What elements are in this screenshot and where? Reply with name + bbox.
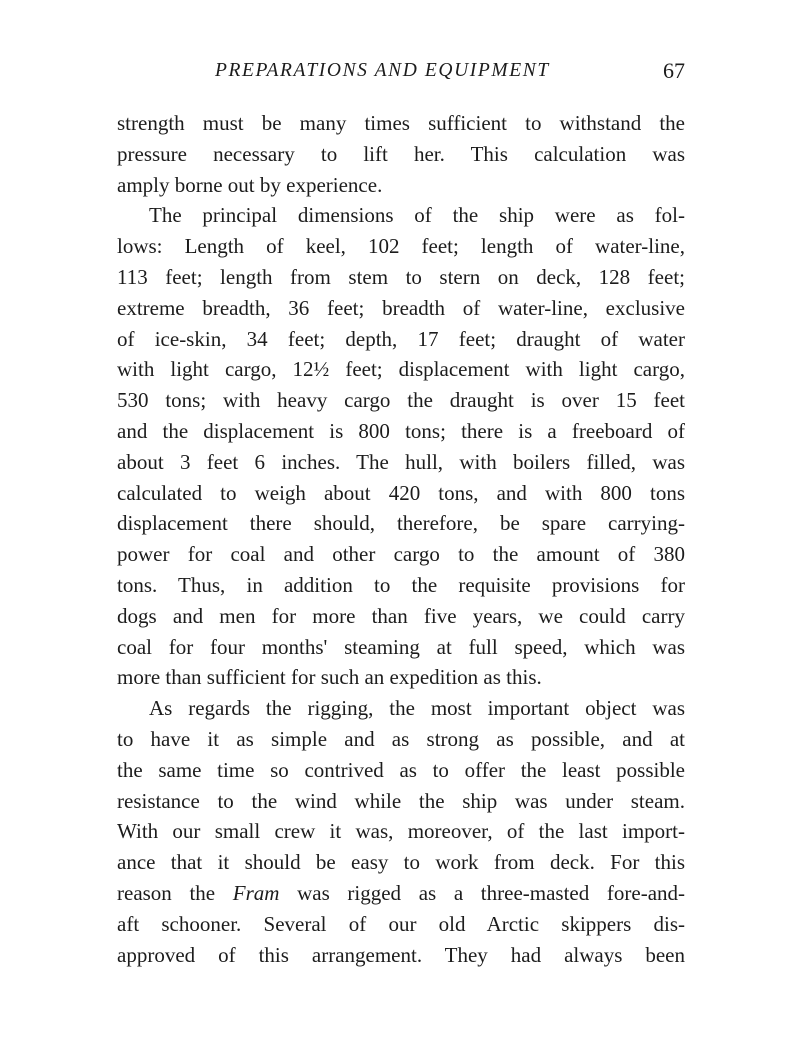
- text-line: tons. Thus, in addition to the requisite provisions for: [117, 572, 685, 597]
- text-fragment: reason the: [117, 880, 216, 905]
- text-line: As regards the rigging, the most important object was: [149, 696, 685, 721]
- text-line: ance that it should be easy to work from deck. For this: [117, 850, 685, 875]
- text-line: and the displacement is 800 tons; there is a freeboard of: [117, 418, 685, 443]
- text-line: 530 tons; with heavy cargo the draught is over 15 feet: [117, 388, 685, 413]
- body-text: [117, 108, 685, 970]
- text-line: more than sufficient for such an expedition as this.: [117, 665, 542, 690]
- text-line: with light cargo, 12½ feet; displacement with light cargo,: [117, 357, 685, 382]
- running-header: [0, 60, 800, 90]
- text-line: displacement there should, therefore, be spare carrying-: [117, 511, 685, 536]
- text-line: to have it as simple and as strong as possible, and at: [117, 726, 685, 751]
- text-line: 113 feet; length from stem to stern on deck, 128 feet;: [117, 264, 685, 289]
- text-line: power for coal and other cargo to the amount of 380: [117, 542, 685, 567]
- text-line: pressure necessary to lift her. This calculation was: [117, 141, 685, 166]
- text-line: amply borne out by experience.: [117, 172, 383, 197]
- text-line: dogs and men for more than five years, we could carry: [117, 603, 685, 628]
- text-line: extreme breadth, 36 feet; breadth of water-line, exclusive: [117, 295, 685, 320]
- text-line: With our small crew it was, moreover, of the last import-: [117, 819, 685, 844]
- text-line: [117, 878, 685, 909]
- text-line: resistance to the wind while the ship was under steam.: [117, 788, 685, 813]
- text-line: The principal dimensions of the ship were as fol-: [149, 203, 685, 228]
- text-line: coal for four months' steaming at full speed, which was: [117, 634, 685, 659]
- page-number: 67: [663, 58, 685, 83]
- running-title: PREPARATIONS AND EQUIPMENT: [215, 60, 550, 81]
- text-line: aft schooner. Several of our old Arctic skippers dis-: [117, 911, 685, 936]
- text-fragment: was rigged as a three-masted fore-and-: [297, 880, 686, 905]
- text-line: of ice-skin, 34 feet; depth, 17 feet; draught of water: [117, 326, 685, 351]
- text-line: strength must be many times sufficient to withstand the: [117, 111, 685, 135]
- text-line: about 3 feet 6 inches. The hull, with boilers filled, was: [117, 449, 685, 474]
- text-line: approved of this arrangement. They had always been: [117, 942, 685, 967]
- text-line: lows: Length of keel, 102 feet; length of water-line,: [117, 234, 685, 259]
- text-line: calculated to weigh about 420 tons, and with 800 tons: [117, 480, 685, 505]
- ship-name: Fram: [232, 880, 280, 905]
- text-line: the same time so contrived as to offer the least possible: [117, 757, 685, 782]
